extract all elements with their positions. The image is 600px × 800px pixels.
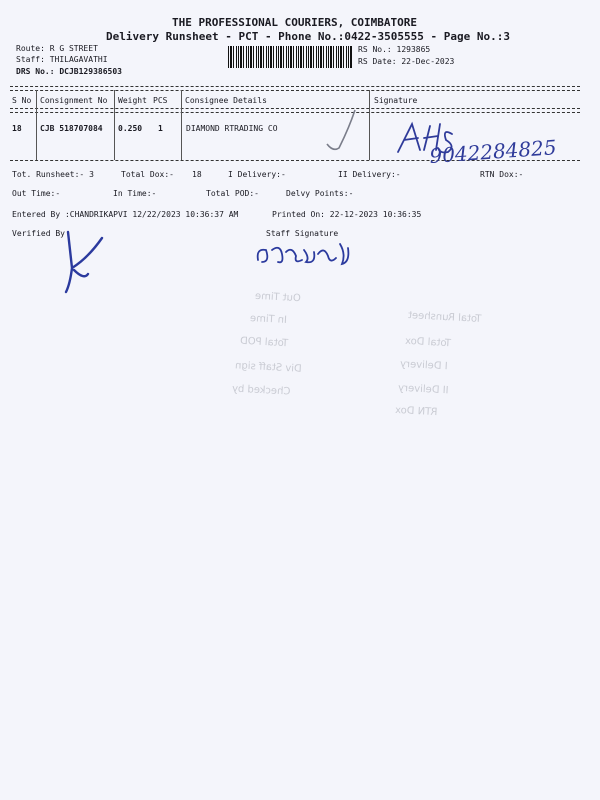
ghost-text: Div Staff sign bbox=[234, 360, 302, 375]
ghost-text: RTN Dox bbox=[394, 404, 438, 419]
in-time: In Time:- bbox=[113, 189, 157, 198]
table-cell-sno: 18 bbox=[12, 124, 22, 133]
col-pcs: PCS bbox=[153, 96, 168, 105]
route-label: Route: R G STREET bbox=[16, 44, 98, 53]
col-weight: Weight bbox=[118, 96, 147, 105]
column-rule bbox=[369, 90, 370, 160]
printed-on: Printed On: 22-12-2023 10:36:35 bbox=[272, 210, 422, 219]
ghost-text: I Delivery bbox=[399, 358, 448, 373]
ghost-text: Checked by bbox=[231, 383, 291, 398]
rs-date: RS Date: 22-Dec-2023 bbox=[358, 57, 455, 66]
staff-label: Staff: THILAGAVATHI bbox=[16, 55, 108, 64]
table-cell-consignment: CJB 518707084 bbox=[40, 124, 103, 133]
tot-runsheet: Tot. Runsheet:- 3 bbox=[12, 170, 94, 179]
tick-mark bbox=[325, 108, 365, 158]
verified-by-label: Verified By bbox=[12, 229, 65, 238]
drs-number: DRS No.: DCJB129386503 bbox=[16, 67, 122, 76]
staff-signature bbox=[254, 240, 364, 270]
rs-number: RS No.: 1293865 bbox=[358, 45, 431, 54]
total-dox-value: 18 bbox=[192, 170, 202, 179]
table-cell-consignee: DIAMOND RTRADING CO bbox=[186, 124, 278, 133]
divider bbox=[10, 112, 580, 113]
barcode bbox=[228, 46, 352, 68]
entered-by: Entered By :CHANDRIKAPVI 12/22/2023 10:36:37 AM bbox=[12, 210, 239, 219]
col-consignee: Consignee Details bbox=[185, 96, 267, 105]
receiver-signature bbox=[390, 118, 580, 168]
delvy-points: Delvy Points:- bbox=[286, 189, 354, 198]
ghost-text: Total POD bbox=[239, 335, 289, 350]
company-name: THE PROFESSIONAL COURIERS, COIMBATORE bbox=[172, 16, 418, 29]
col-sno: S No bbox=[12, 96, 32, 105]
svg-text:9042284825: 9042284825 bbox=[428, 135, 558, 168]
divider bbox=[10, 108, 580, 109]
i-delivery: I Delivery:- bbox=[228, 170, 286, 179]
ghost-text: Total Runsheet bbox=[407, 310, 482, 325]
rtn-dox: RTN Dox:- bbox=[480, 170, 524, 179]
column-rule bbox=[114, 90, 115, 160]
table-cell-pcs: 1 bbox=[158, 124, 163, 133]
column-rule bbox=[181, 90, 182, 160]
divider bbox=[10, 90, 580, 91]
ghost-text: II Delivery bbox=[397, 382, 449, 397]
runsheet-subtitle: Delivery Runsheet - PCT - Phone No.:0422-3505555 - Page No.:3 bbox=[106, 30, 510, 43]
table-cell-weight: 0.250 bbox=[118, 124, 143, 133]
ghost-text: In Time bbox=[249, 313, 288, 326]
ii-delivery: II Delivery:- bbox=[338, 170, 401, 179]
total-pod: Total POD:- bbox=[206, 189, 259, 198]
col-signature: Signature bbox=[374, 96, 418, 105]
staff-signature-label: Staff Signature bbox=[266, 229, 339, 238]
column-rule bbox=[36, 90, 37, 160]
divider bbox=[10, 86, 580, 87]
out-time: Out Time:- bbox=[12, 189, 61, 198]
ghost-text: Out Time bbox=[254, 290, 302, 305]
total-dox-label: Total Dox:- bbox=[121, 170, 174, 179]
ghost-text: Total Dox bbox=[404, 335, 452, 350]
verifier-signature bbox=[58, 228, 118, 298]
col-consignment: Consignment No bbox=[40, 96, 108, 105]
